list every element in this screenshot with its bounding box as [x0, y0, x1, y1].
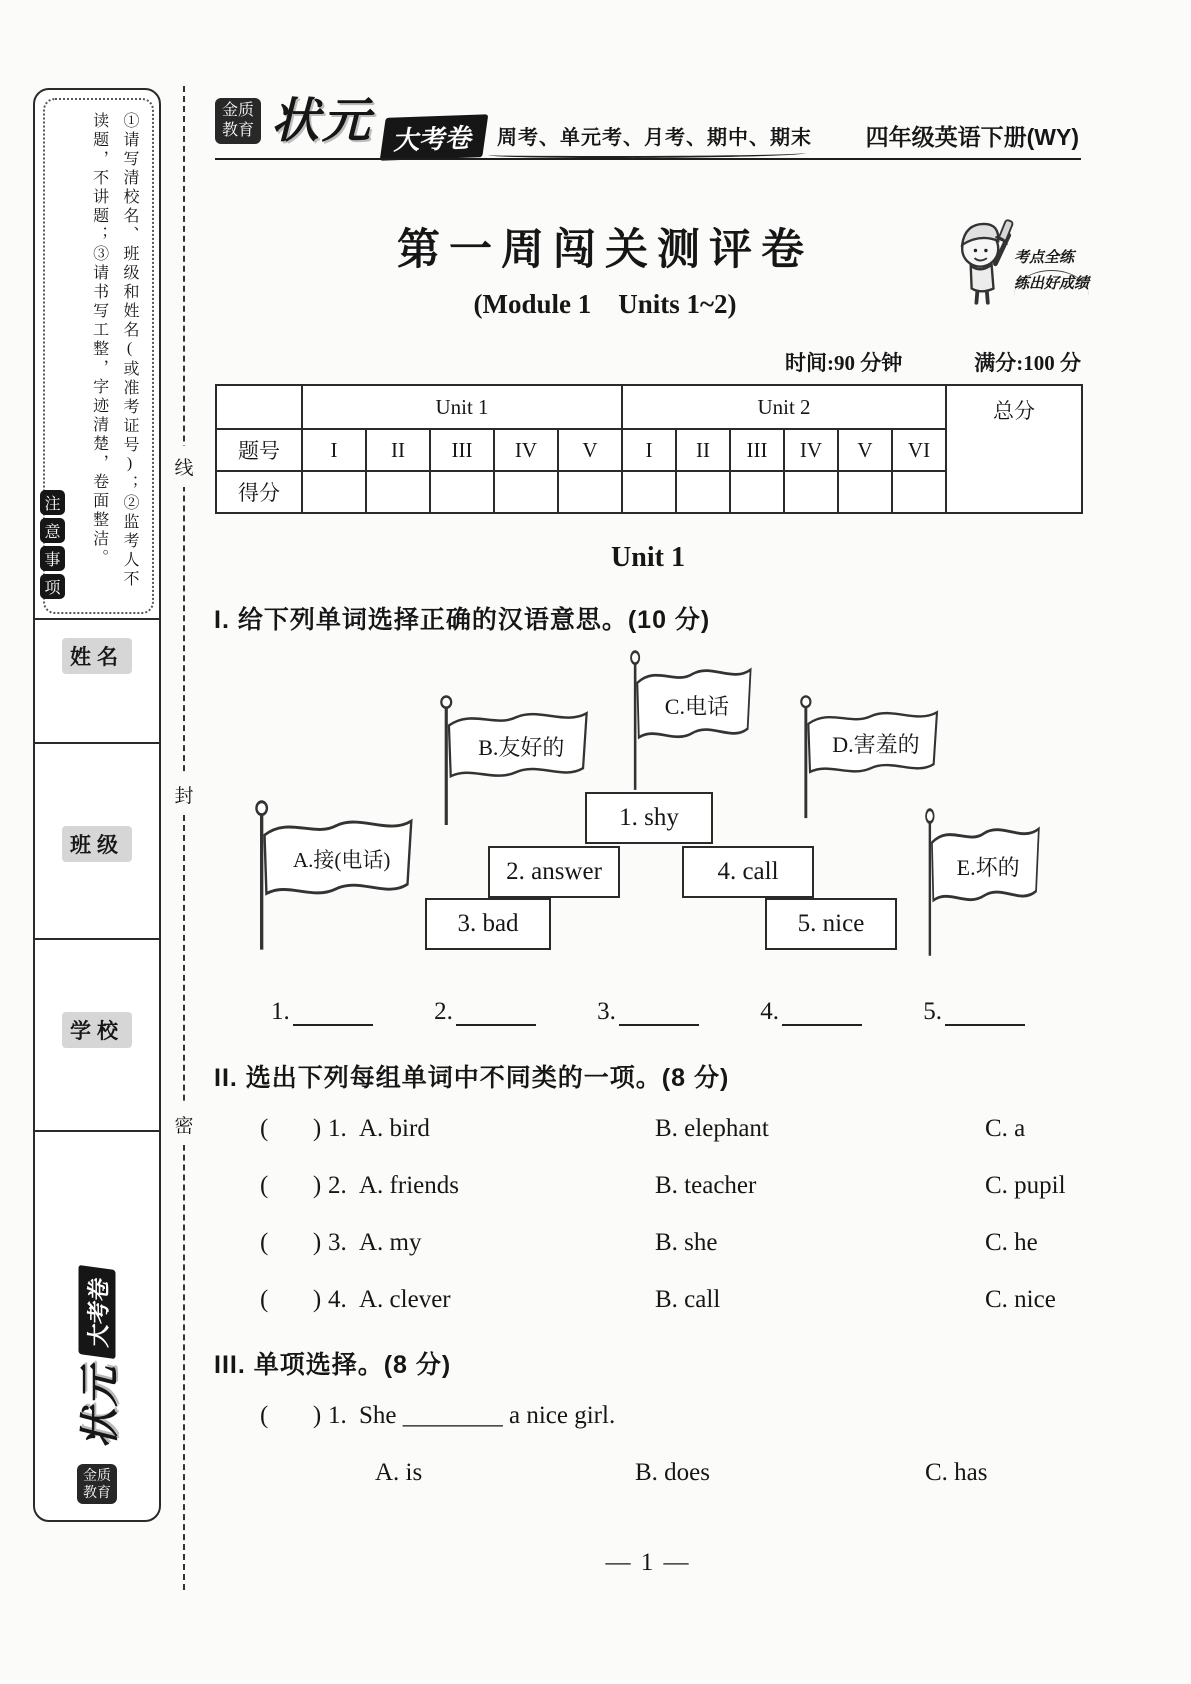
mascot [946, 208, 1098, 318]
unit1-header-cell: Unit 1 [302, 385, 622, 429]
score-cell [494, 471, 558, 513]
brand-name: 状元 [271, 95, 374, 148]
mascot-caption [1014, 246, 1089, 318]
question-number: 1. [328, 1402, 347, 1429]
paper-subtitle: (Module 1 Units 1~2) [473, 289, 737, 319]
section3-title: III. 单项选择。(8 分) [214, 1351, 452, 1379]
flag-c-label: C.电话 [664, 693, 729, 719]
brand-logo [215, 95, 485, 159]
blank-line [945, 1000, 1025, 1026]
answer-paren: ( ) [260, 1115, 323, 1142]
mascot-caption-line1: 考点全练 [1014, 249, 1075, 266]
blank-line [293, 1000, 373, 1026]
exam-info-column [33, 88, 161, 1522]
blank-number: 1. [271, 998, 290, 1025]
word-card-nice: 5. nice [765, 898, 897, 950]
numeral-cell: V [838, 429, 892, 471]
binding-dashed-line [183, 86, 185, 1590]
seal-char-line: 线 [172, 446, 196, 487]
option-b: B. call [655, 1286, 721, 1313]
word-card-shy: 1. shy [585, 792, 713, 844]
seal-char-seal: 封 [172, 774, 196, 815]
options-row [215, 1459, 1087, 1491]
question-stem: She ________ a nice girl. [359, 1402, 616, 1429]
numeral-cell: II [676, 429, 730, 471]
numeral-cell: IV [784, 429, 838, 471]
blank-line [619, 1000, 699, 1026]
word-card-call: 4. call [682, 846, 814, 898]
flag-b [440, 695, 592, 827]
numeral-cell: III [430, 429, 494, 471]
flag-d-label: D.害羞的 [832, 732, 920, 758]
option-a: A. bird [359, 1115, 430, 1142]
tagline-underline [488, 150, 806, 158]
blank-line [456, 1000, 536, 1026]
answer-paren: ( ) [260, 1402, 323, 1429]
mascot-illustration [946, 208, 1022, 312]
option-a: A. clever [359, 1286, 451, 1313]
answer-blanks-row [215, 998, 1081, 1026]
time-score-line [215, 347, 1081, 377]
notice-char: 事 [40, 546, 65, 571]
sidebar-divider [35, 1130, 159, 1132]
question-number: 4. [328, 1286, 347, 1313]
flag-a-label: A.接(电话) [292, 848, 391, 873]
score-cell [558, 471, 622, 513]
option-b: B. does [635, 1459, 710, 1486]
option-c: C. a [985, 1115, 1026, 1142]
brand-logo-vertical [69, 1268, 126, 1449]
numeral-cell: I [622, 429, 676, 471]
blank-number: 3. [597, 998, 616, 1025]
option-c: C. he [985, 1229, 1038, 1256]
answer-paren: ( ) [260, 1286, 323, 1313]
numeral-cell: V [558, 429, 622, 471]
flag-a [255, 800, 417, 952]
flag-c [630, 650, 755, 792]
option-c: C. nice [985, 1286, 1056, 1313]
score-cell [366, 471, 430, 513]
sidebar-divider [35, 938, 159, 940]
book-edition-label: 四年级英语下册(WY) [865, 124, 1079, 150]
answer-blank-3 [597, 998, 699, 1026]
option-b: B. she [655, 1229, 718, 1256]
score-cell [430, 471, 494, 513]
brand-name: 状元 [77, 1364, 123, 1449]
blank-number: 5. [923, 998, 942, 1025]
flag-d [800, 695, 942, 820]
score-cell [784, 471, 838, 513]
score-cell [676, 471, 730, 513]
answer-blank-1 [271, 998, 373, 1026]
numeral-cell: III [730, 429, 784, 471]
blank-number: 2. [434, 998, 453, 1025]
score-cell [892, 471, 946, 513]
answer-blank-5 [923, 998, 1025, 1026]
word-card-bad: 3. bad [425, 898, 551, 950]
question-row [215, 1229, 1087, 1261]
notice-label [40, 490, 65, 599]
full-score: 满分:100 分 [974, 351, 1081, 375]
mascot-caption-line2: 练出好成绩 [1014, 270, 1089, 296]
option-b: B. teacher [655, 1172, 757, 1199]
blank-line [782, 1000, 862, 1026]
unit-heading: Unit 1 [611, 542, 685, 573]
numeral-cell: VI [892, 429, 946, 471]
option-a: A. my [359, 1229, 422, 1256]
section1-title: I. 给下列单词选择正确的汉语意思。(10 分) [214, 606, 711, 634]
question-row [215, 1172, 1087, 1204]
option-a: A. is [375, 1459, 423, 1486]
score-cell [730, 471, 784, 513]
unit2-header-cell: Unit 2 [622, 385, 946, 429]
option-b: B. elephant [655, 1115, 769, 1142]
answer-paren: ( ) [260, 1172, 323, 1199]
question-row [215, 1115, 1087, 1147]
paper-title: 第一周闯关测评卷 [397, 227, 813, 274]
header-rule [215, 158, 1081, 160]
matching-diagram [215, 640, 1085, 985]
blank-number: 4. [760, 998, 779, 1025]
brand-badge: 大考卷 [79, 1265, 116, 1359]
sidebar-divider [35, 742, 159, 744]
score-cell [622, 471, 676, 513]
notice-text: ①请写清校名、班级和姓名(或准考证号)；②监考人不读题，不讲题；③请书写工整，字迹清楚，卷面整洁。 [90, 112, 138, 589]
seal-char-secret: 密 [172, 1104, 196, 1145]
series-tagline: 周考、单元考、月考、期中、期末 [497, 127, 812, 149]
question-row [215, 1402, 1087, 1434]
time-limit: 时间:90 分钟 [785, 351, 903, 375]
question-number: 1. [328, 1115, 347, 1142]
score-table [215, 384, 1083, 514]
question-number: 2. [328, 1172, 347, 1199]
question-number-label: 题号 [216, 429, 302, 471]
score-cell [838, 471, 892, 513]
answer-paren: ( ) [260, 1229, 323, 1256]
answer-blank-2 [434, 998, 536, 1026]
numeral-cell: IV [494, 429, 558, 471]
total-score-cell: 总分 [946, 385, 1082, 513]
answer-blank-4 [760, 998, 862, 1026]
notice-char: 注 [40, 490, 65, 515]
section2-title: II. 选出下列每组单词中不同类的一项。(8 分) [214, 1064, 730, 1092]
score-cell [302, 471, 366, 513]
class-field-label: 班级 [62, 826, 132, 862]
question-row [215, 1286, 1087, 1318]
flag-e [925, 808, 1043, 958]
question-number: 3. [328, 1229, 347, 1256]
brand-badge: 大考卷 [380, 114, 489, 161]
option-c: C. pupil [985, 1172, 1066, 1199]
name-field-label: 姓名 [62, 638, 132, 674]
corner-cell [216, 385, 302, 429]
school-field-label: 学校 [62, 1012, 132, 1048]
notice-char: 意 [40, 518, 65, 543]
score-row-label: 得分 [216, 471, 302, 513]
numeral-cell: II [366, 429, 430, 471]
sidebar-divider [35, 618, 159, 620]
option-a: A. friends [359, 1172, 459, 1199]
publisher-icon: 金质教育 [77, 1464, 117, 1504]
flag-b-label: B.友好的 [478, 734, 565, 760]
word-card-answer: 2. answer [488, 846, 620, 898]
option-c: C. has [925, 1459, 988, 1486]
numeral-cell: I [302, 429, 366, 471]
notice-char: 项 [40, 574, 65, 599]
flag-e-label: E.坏的 [956, 855, 1020, 880]
page-number: — 1 — [605, 1549, 691, 1576]
publisher-logo-icon: 金质教育 [215, 98, 261, 144]
